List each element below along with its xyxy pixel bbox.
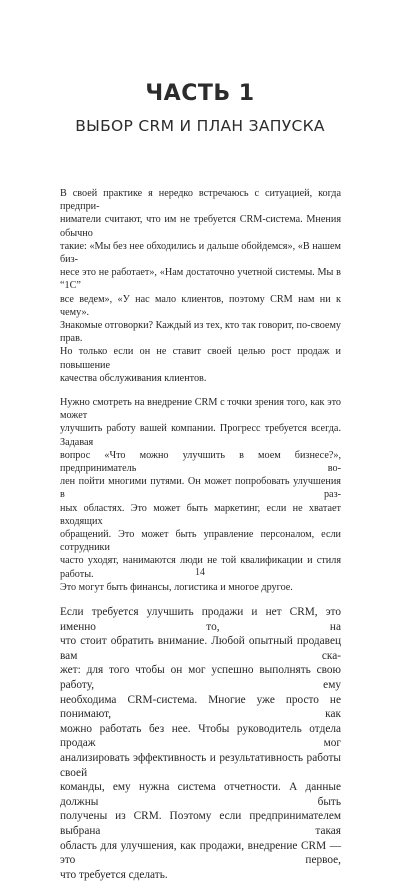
text-line: качества обслуживания клиентов. (60, 372, 207, 384)
paragraph-2 (60, 396, 341, 594)
text-line: все ведем», «У нас мало клиентов, поэтому CRM нам ни к чему». (60, 293, 341, 318)
paragraph-1 (60, 187, 341, 385)
text-line: обращений. Это может быть управление персоналом, если сотрудники (60, 529, 341, 554)
page-number: 14 (195, 567, 205, 578)
text-line: лен пойти многими путями. Он может попробовать улучшения в раз- (60, 476, 341, 501)
text-line: вопрос «Что можно улучшить в моем бизнесе?», предприниматель во- (60, 449, 341, 475)
text-line: что требуется сделать. (60, 868, 168, 881)
paragraph-3 (60, 605, 341, 882)
text-line: Если требуется улучшить продажи и нет CRM, это именно то, на (60, 606, 341, 633)
part-title: ЧАСТЬ 1 (145, 81, 255, 106)
text-line: ных областях. Это может быть маркетинг, если не хватает входящих (60, 502, 341, 527)
text-line: В своей практике я нередко встречаюсь с ситуацией, когда предпри- (60, 188, 341, 213)
text-line: что стоит обратить внимание. Любой опытный продавец вам ска- (60, 635, 341, 662)
text-line: область для улучшения, как продажи, внедрение CRM — это первое, (60, 839, 341, 867)
text-line: Нужно смотреть на внедрение CRM с точки зрения того, как это может (60, 397, 341, 422)
text-line: Знакомые отговорки? Каждый из тех, кто так говорит, по-своему прав. (60, 320, 341, 345)
text-line: Но только если он не ставит своей целью рост продаж и повышение (60, 346, 341, 371)
body-text (60, 187, 341, 893)
text-line: получены из CRM. Поэтому если предпринимателем выбрана такая (60, 810, 341, 837)
text-line: команды, ему нужна система отчетности. А данные должны быть (60, 781, 341, 808)
text-line: ниматели считают, что им не требуется CRM-система. Мнения обычно (60, 214, 341, 239)
text-line: такие: «Мы без нее обходились и дальше обойдемся», «В нашем биз- (60, 240, 341, 266)
text-line: Это могут быть финансы, логистика и многое другое. (60, 581, 293, 593)
text-line: можно работать без нее. Чтобы руководитель отдела продаж мог (60, 722, 341, 750)
text-line: улучшить работу вашей компании. Прогресс требуется всегда. Задавая (60, 423, 341, 448)
text-line: жет: для того чтобы он мог успешно выполнять свою работу, ему (60, 664, 341, 692)
text-line: анализировать эффективность и результативность работы своей (60, 752, 341, 779)
text-line: часто уходят, нанимаются люди не той квалификации и стиля работы. (60, 555, 341, 580)
chapter-title: ВЫБОР CRM И ПЛАН ЗАПУСКА (75, 117, 325, 135)
text-line: необходима CRM-система. Многие уже просто не понимают, как (60, 693, 341, 721)
text-line: несе это не работает», «Нам достаточно учетной системы. Мы в “1С” (60, 267, 341, 292)
